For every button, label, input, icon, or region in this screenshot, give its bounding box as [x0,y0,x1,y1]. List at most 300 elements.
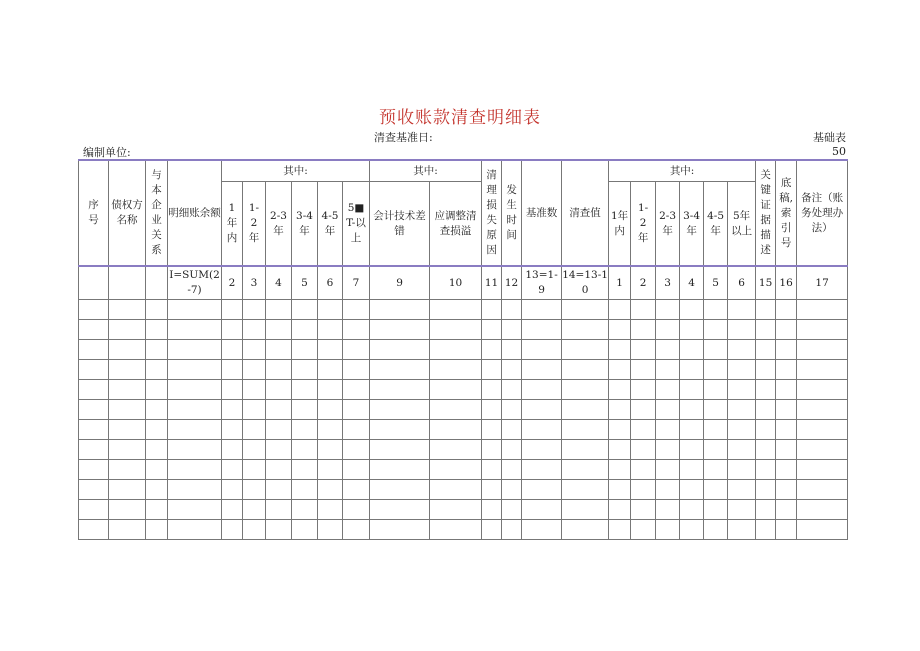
table-cell[interactable] [609,340,631,360]
table-cell[interactable] [522,420,562,440]
table-cell[interactable] [680,320,704,340]
table-cell[interactable] [502,420,522,440]
table-cell[interactable] [370,520,430,540]
table-cell[interactable] [482,460,502,480]
table-cell[interactable] [292,500,318,520]
table-cell[interactable] [482,420,502,440]
table-cell[interactable] [704,480,728,500]
table-cell[interactable] [562,520,609,540]
table-cell[interactable] [168,460,222,480]
table-cell[interactable] [222,360,243,380]
table-cell[interactable] [656,500,680,520]
table-cell[interactable] [168,300,222,320]
table-cell[interactable] [756,340,776,360]
table-cell[interactable] [522,480,562,500]
table-cell[interactable] [704,300,728,320]
table-cell[interactable] [502,500,522,520]
table-cell[interactable] [502,480,522,500]
table-cell[interactable] [482,320,502,340]
table-cell[interactable] [266,500,292,520]
table-cell[interactable] [79,320,109,340]
table-cell[interactable] [797,380,848,400]
table-cell[interactable] [168,520,222,540]
table-cell[interactable] [343,380,370,400]
table-cell[interactable] [656,340,680,360]
table-cell[interactable] [243,380,266,400]
table-cell[interactable] [502,380,522,400]
table-cell[interactable] [704,440,728,460]
table-cell[interactable] [109,460,146,480]
table-cell[interactable] [756,380,776,400]
table-cell[interactable] [266,420,292,440]
table-cell[interactable] [631,500,656,520]
table-cell[interactable] [482,440,502,460]
table-cell[interactable] [562,340,609,360]
table-cell[interactable] [168,400,222,420]
table-cell[interactable] [318,320,343,340]
table-cell[interactable] [680,300,704,320]
table-cell[interactable] [430,300,482,320]
table-cell[interactable] [680,420,704,440]
table-cell[interactable] [266,520,292,540]
table-cell[interactable] [343,500,370,520]
table-cell[interactable] [318,360,343,380]
table-cell[interactable] [243,360,266,380]
table-cell[interactable] [79,400,109,420]
table-cell[interactable] [430,360,482,380]
table-cell[interactable] [656,360,680,380]
table-cell[interactable] [109,420,146,440]
table-cell[interactable] [482,380,502,400]
table-cell[interactable] [430,340,482,360]
table-cell[interactable] [243,480,266,500]
table-cell[interactable] [146,380,168,400]
table-cell[interactable] [370,380,430,400]
table-cell[interactable] [797,300,848,320]
table-cell[interactable] [370,460,430,480]
table-cell[interactable] [631,360,656,380]
table-cell[interactable] [292,360,318,380]
table-cell[interactable] [266,320,292,340]
table-cell[interactable] [631,520,656,540]
table-cell[interactable] [562,300,609,320]
table-cell[interactable] [79,440,109,460]
table-cell[interactable] [728,400,756,420]
table-cell[interactable] [562,360,609,380]
table-cell[interactable] [318,380,343,400]
table-cell[interactable] [680,340,704,360]
table-cell[interactable] [776,480,797,500]
table-cell[interactable] [292,460,318,480]
table-cell[interactable] [502,320,522,340]
table-cell[interactable] [222,420,243,440]
table-cell[interactable] [343,340,370,360]
table-cell[interactable] [146,480,168,500]
table-cell[interactable] [266,380,292,400]
table-cell[interactable] [704,420,728,440]
table-cell[interactable] [728,340,756,360]
table-cell[interactable] [609,300,631,320]
table-cell[interactable] [756,480,776,500]
table-cell[interactable] [222,400,243,420]
table-cell[interactable] [292,440,318,460]
table-cell[interactable] [222,380,243,400]
table-cell[interactable] [776,420,797,440]
table-cell[interactable] [343,300,370,320]
table-cell[interactable] [704,400,728,420]
table-cell[interactable] [243,340,266,360]
table-cell[interactable] [370,340,430,360]
table-cell[interactable] [109,400,146,420]
table-cell[interactable] [728,380,756,400]
table-cell[interactable] [756,520,776,540]
table-cell[interactable] [222,440,243,460]
table-cell[interactable] [222,320,243,340]
table-cell[interactable] [146,520,168,540]
table-cell[interactable] [292,520,318,540]
table-cell[interactable] [631,320,656,340]
table-cell[interactable] [728,520,756,540]
table-cell[interactable] [266,360,292,380]
table-cell[interactable] [562,380,609,400]
table-cell[interactable] [292,420,318,440]
table-cell[interactable] [318,420,343,440]
table-cell[interactable] [797,360,848,380]
table-cell[interactable] [168,440,222,460]
table-cell[interactable] [292,320,318,340]
table-cell[interactable] [370,360,430,380]
table-cell[interactable] [79,520,109,540]
table-cell[interactable] [562,460,609,480]
table-cell[interactable] [656,520,680,540]
table-cell[interactable] [562,480,609,500]
table-cell[interactable] [109,380,146,400]
table-cell[interactable] [756,460,776,480]
table-cell[interactable] [168,380,222,400]
table-cell[interactable] [243,460,266,480]
table-cell[interactable] [609,400,631,420]
table-cell[interactable] [168,500,222,520]
table-cell[interactable] [680,500,704,520]
table-cell[interactable] [631,480,656,500]
table-cell[interactable] [776,320,797,340]
table-cell[interactable] [343,320,370,340]
table-cell[interactable] [243,400,266,420]
table-cell[interactable] [222,340,243,360]
table-cell[interactable] [168,320,222,340]
table-cell[interactable] [756,300,776,320]
table-cell[interactable] [109,360,146,380]
table-cell[interactable] [776,460,797,480]
table-cell[interactable] [728,420,756,440]
table-cell[interactable] [704,520,728,540]
table-cell[interactable] [243,320,266,340]
table-cell[interactable] [266,440,292,460]
table-cell[interactable] [318,340,343,360]
table-cell[interactable] [609,520,631,540]
table-cell[interactable] [243,300,266,320]
table-cell[interactable] [343,400,370,420]
table-cell[interactable] [728,360,756,380]
table-cell[interactable] [146,420,168,440]
table-cell[interactable] [522,400,562,420]
table-cell[interactable] [482,360,502,380]
table-cell[interactable] [704,340,728,360]
table-cell[interactable] [522,520,562,540]
table-cell[interactable] [656,460,680,480]
table-cell[interactable] [704,360,728,380]
table-cell[interactable] [797,460,848,480]
table-cell[interactable] [502,360,522,380]
table-cell[interactable] [502,300,522,320]
table-cell[interactable] [292,380,318,400]
table-cell[interactable] [728,440,756,460]
table-cell[interactable] [343,440,370,460]
table-cell[interactable] [609,440,631,460]
table-cell[interactable] [522,440,562,460]
table-cell[interactable] [370,300,430,320]
table-cell[interactable] [776,500,797,520]
table-cell[interactable] [776,340,797,360]
table-cell[interactable] [243,440,266,460]
table-cell[interactable] [797,320,848,340]
table-cell[interactable] [222,300,243,320]
table-cell[interactable] [79,360,109,380]
table-cell[interactable] [631,460,656,480]
table-cell[interactable] [430,500,482,520]
table-cell[interactable] [756,400,776,420]
table-cell[interactable] [343,420,370,440]
table-cell[interactable] [79,300,109,320]
table-cell[interactable] [292,340,318,360]
table-cell[interactable] [109,520,146,540]
table-cell[interactable] [318,500,343,520]
table-cell[interactable] [109,500,146,520]
table-cell[interactable] [370,480,430,500]
table-cell[interactable] [728,300,756,320]
table-cell[interactable] [609,500,631,520]
table-cell[interactable] [756,420,776,440]
table-cell[interactable] [109,320,146,340]
table-cell[interactable] [522,360,562,380]
table-cell[interactable] [728,320,756,340]
table-cell[interactable] [522,500,562,520]
table-cell[interactable] [482,340,502,360]
table-cell[interactable] [680,520,704,540]
table-cell[interactable] [631,300,656,320]
table-cell[interactable] [318,480,343,500]
table-cell[interactable] [146,320,168,340]
table-cell[interactable] [609,420,631,440]
table-cell[interactable] [146,500,168,520]
table-cell[interactable] [797,440,848,460]
table-cell[interactable] [680,380,704,400]
table-cell[interactable] [756,500,776,520]
table-cell[interactable] [370,420,430,440]
table-cell[interactable] [482,400,502,420]
table-cell[interactable] [266,460,292,480]
table-cell[interactable] [522,320,562,340]
table-cell[interactable] [343,460,370,480]
table-cell[interactable] [680,480,704,500]
table-cell[interactable] [146,300,168,320]
table-cell[interactable] [79,460,109,480]
table-cell[interactable] [680,360,704,380]
table-cell[interactable] [430,520,482,540]
table-cell[interactable] [704,500,728,520]
table-cell[interactable] [146,340,168,360]
table-cell[interactable] [430,480,482,500]
table-cell[interactable] [343,360,370,380]
table-cell[interactable] [79,340,109,360]
table-cell[interactable] [631,380,656,400]
table-cell[interactable] [482,300,502,320]
table-cell[interactable] [656,300,680,320]
table-cell[interactable] [502,340,522,360]
table-cell[interactable] [631,340,656,360]
table-cell[interactable] [266,400,292,420]
table-cell[interactable] [631,420,656,440]
table-cell[interactable] [79,480,109,500]
table-cell[interactable] [502,440,522,460]
table-cell[interactable] [168,480,222,500]
table-cell[interactable] [797,520,848,540]
table-cell[interactable] [704,320,728,340]
table-cell[interactable] [656,380,680,400]
table-cell[interactable] [609,360,631,380]
table-cell[interactable] [168,360,222,380]
table-cell[interactable] [728,480,756,500]
table-cell[interactable] [168,340,222,360]
table-cell[interactable] [562,500,609,520]
table-cell[interactable] [704,460,728,480]
table-cell[interactable] [146,400,168,420]
table-cell[interactable] [797,500,848,520]
table-cell[interactable] [146,460,168,480]
table-cell[interactable] [656,400,680,420]
table-cell[interactable] [318,300,343,320]
table-cell[interactable] [109,300,146,320]
table-cell[interactable] [482,520,502,540]
table-cell[interactable] [502,400,522,420]
table-cell[interactable] [797,480,848,500]
table-cell[interactable] [522,460,562,480]
table-cell[interactable] [430,400,482,420]
table-cell[interactable] [756,360,776,380]
table-cell[interactable] [776,520,797,540]
table-cell[interactable] [109,340,146,360]
table-cell[interactable] [318,440,343,460]
table-cell[interactable] [370,320,430,340]
table-cell[interactable] [79,500,109,520]
table-cell[interactable] [756,320,776,340]
table-cell[interactable] [79,420,109,440]
table-cell[interactable] [222,500,243,520]
table-cell[interactable] [343,480,370,500]
table-cell[interactable] [656,440,680,460]
table-cell[interactable] [318,400,343,420]
table-cell[interactable] [482,500,502,520]
table-cell[interactable] [146,360,168,380]
table-cell[interactable] [370,500,430,520]
table-cell[interactable] [318,460,343,480]
table-cell[interactable] [728,460,756,480]
table-cell[interactable] [343,520,370,540]
table-cell[interactable] [430,420,482,440]
table-cell[interactable] [631,400,656,420]
table-cell[interactable] [370,440,430,460]
table-cell[interactable] [266,300,292,320]
table-cell[interactable] [797,420,848,440]
table-cell[interactable] [370,400,430,420]
table-cell[interactable] [482,480,502,500]
table-cell[interactable] [430,440,482,460]
table-cell[interactable] [562,440,609,460]
table-cell[interactable] [797,340,848,360]
table-cell[interactable] [656,320,680,340]
table-cell[interactable] [522,300,562,320]
table-cell[interactable] [522,380,562,400]
table-cell[interactable] [502,520,522,540]
table-cell[interactable] [680,460,704,480]
table-cell[interactable] [776,360,797,380]
table-cell[interactable] [292,300,318,320]
table-cell[interactable] [797,400,848,420]
table-cell[interactable] [776,400,797,420]
table-cell[interactable] [168,420,222,440]
table-cell[interactable] [609,460,631,480]
table-cell[interactable] [704,380,728,400]
table-cell[interactable] [680,440,704,460]
table-cell[interactable] [222,480,243,500]
table-cell[interactable] [776,300,797,320]
table-cell[interactable] [728,500,756,520]
table-cell[interactable] [776,440,797,460]
table-cell[interactable] [522,340,562,360]
table-cell[interactable] [243,500,266,520]
table-cell[interactable] [146,440,168,460]
table-cell[interactable] [562,420,609,440]
table-cell[interactable] [631,440,656,460]
table-cell[interactable] [109,480,146,500]
table-cell[interactable] [430,380,482,400]
table-cell[interactable] [756,440,776,460]
table-cell[interactable] [502,460,522,480]
table-cell[interactable] [266,340,292,360]
table-cell[interactable] [609,380,631,400]
table-cell[interactable] [292,480,318,500]
table-cell[interactable] [318,520,343,540]
table-cell[interactable] [562,400,609,420]
table-cell[interactable] [243,520,266,540]
table-cell[interactable] [680,400,704,420]
table-cell[interactable] [656,420,680,440]
table-cell[interactable] [562,320,609,340]
table-cell[interactable] [222,460,243,480]
table-cell[interactable] [776,380,797,400]
table-cell[interactable] [430,320,482,340]
table-cell[interactable] [222,520,243,540]
table-cell[interactable] [430,460,482,480]
table-cell[interactable] [243,420,266,440]
table-cell[interactable] [292,400,318,420]
table-cell[interactable] [266,480,292,500]
table-cell[interactable] [609,480,631,500]
table-cell[interactable] [79,380,109,400]
table-cell[interactable] [656,480,680,500]
table-cell[interactable] [109,440,146,460]
table-cell[interactable] [609,320,631,340]
